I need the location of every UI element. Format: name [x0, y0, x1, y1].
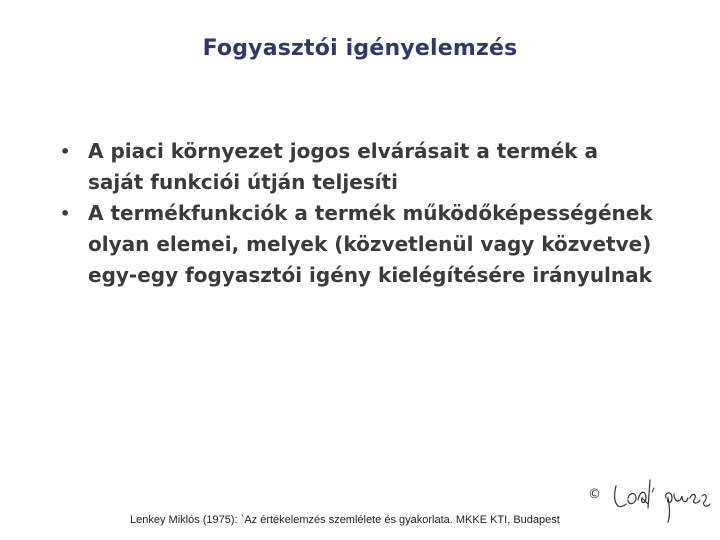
handwritten-signature	[608, 468, 712, 528]
bullet-marker: •	[60, 142, 71, 161]
bullet-text: A termékfunkciók a termék működőképességének olyan elemei, melyek (közvetlenül vagy közvetve) egy-egy fogyasztói igény kielégítésére irányulnak	[88, 201, 653, 287]
bullet-marker: •	[60, 204, 71, 223]
slide-title: Fogyasztói igényelemzés	[202, 36, 518, 61]
bullet-list	[56, 136, 656, 291]
bullet-item-2	[56, 198, 656, 291]
bullet-text: A piaci környezet jogos elvárásait a termék a saját funkciói útján teljesíti	[88, 139, 598, 194]
copyright-symbol: ©	[588, 487, 601, 502]
bullet-item-1	[56, 136, 656, 198]
source-citation: Lenkey Miklós (1975): `Az értékelemzés szemlélete és gyakorlata. MKKE KTI, Budapest	[130, 514, 560, 526]
